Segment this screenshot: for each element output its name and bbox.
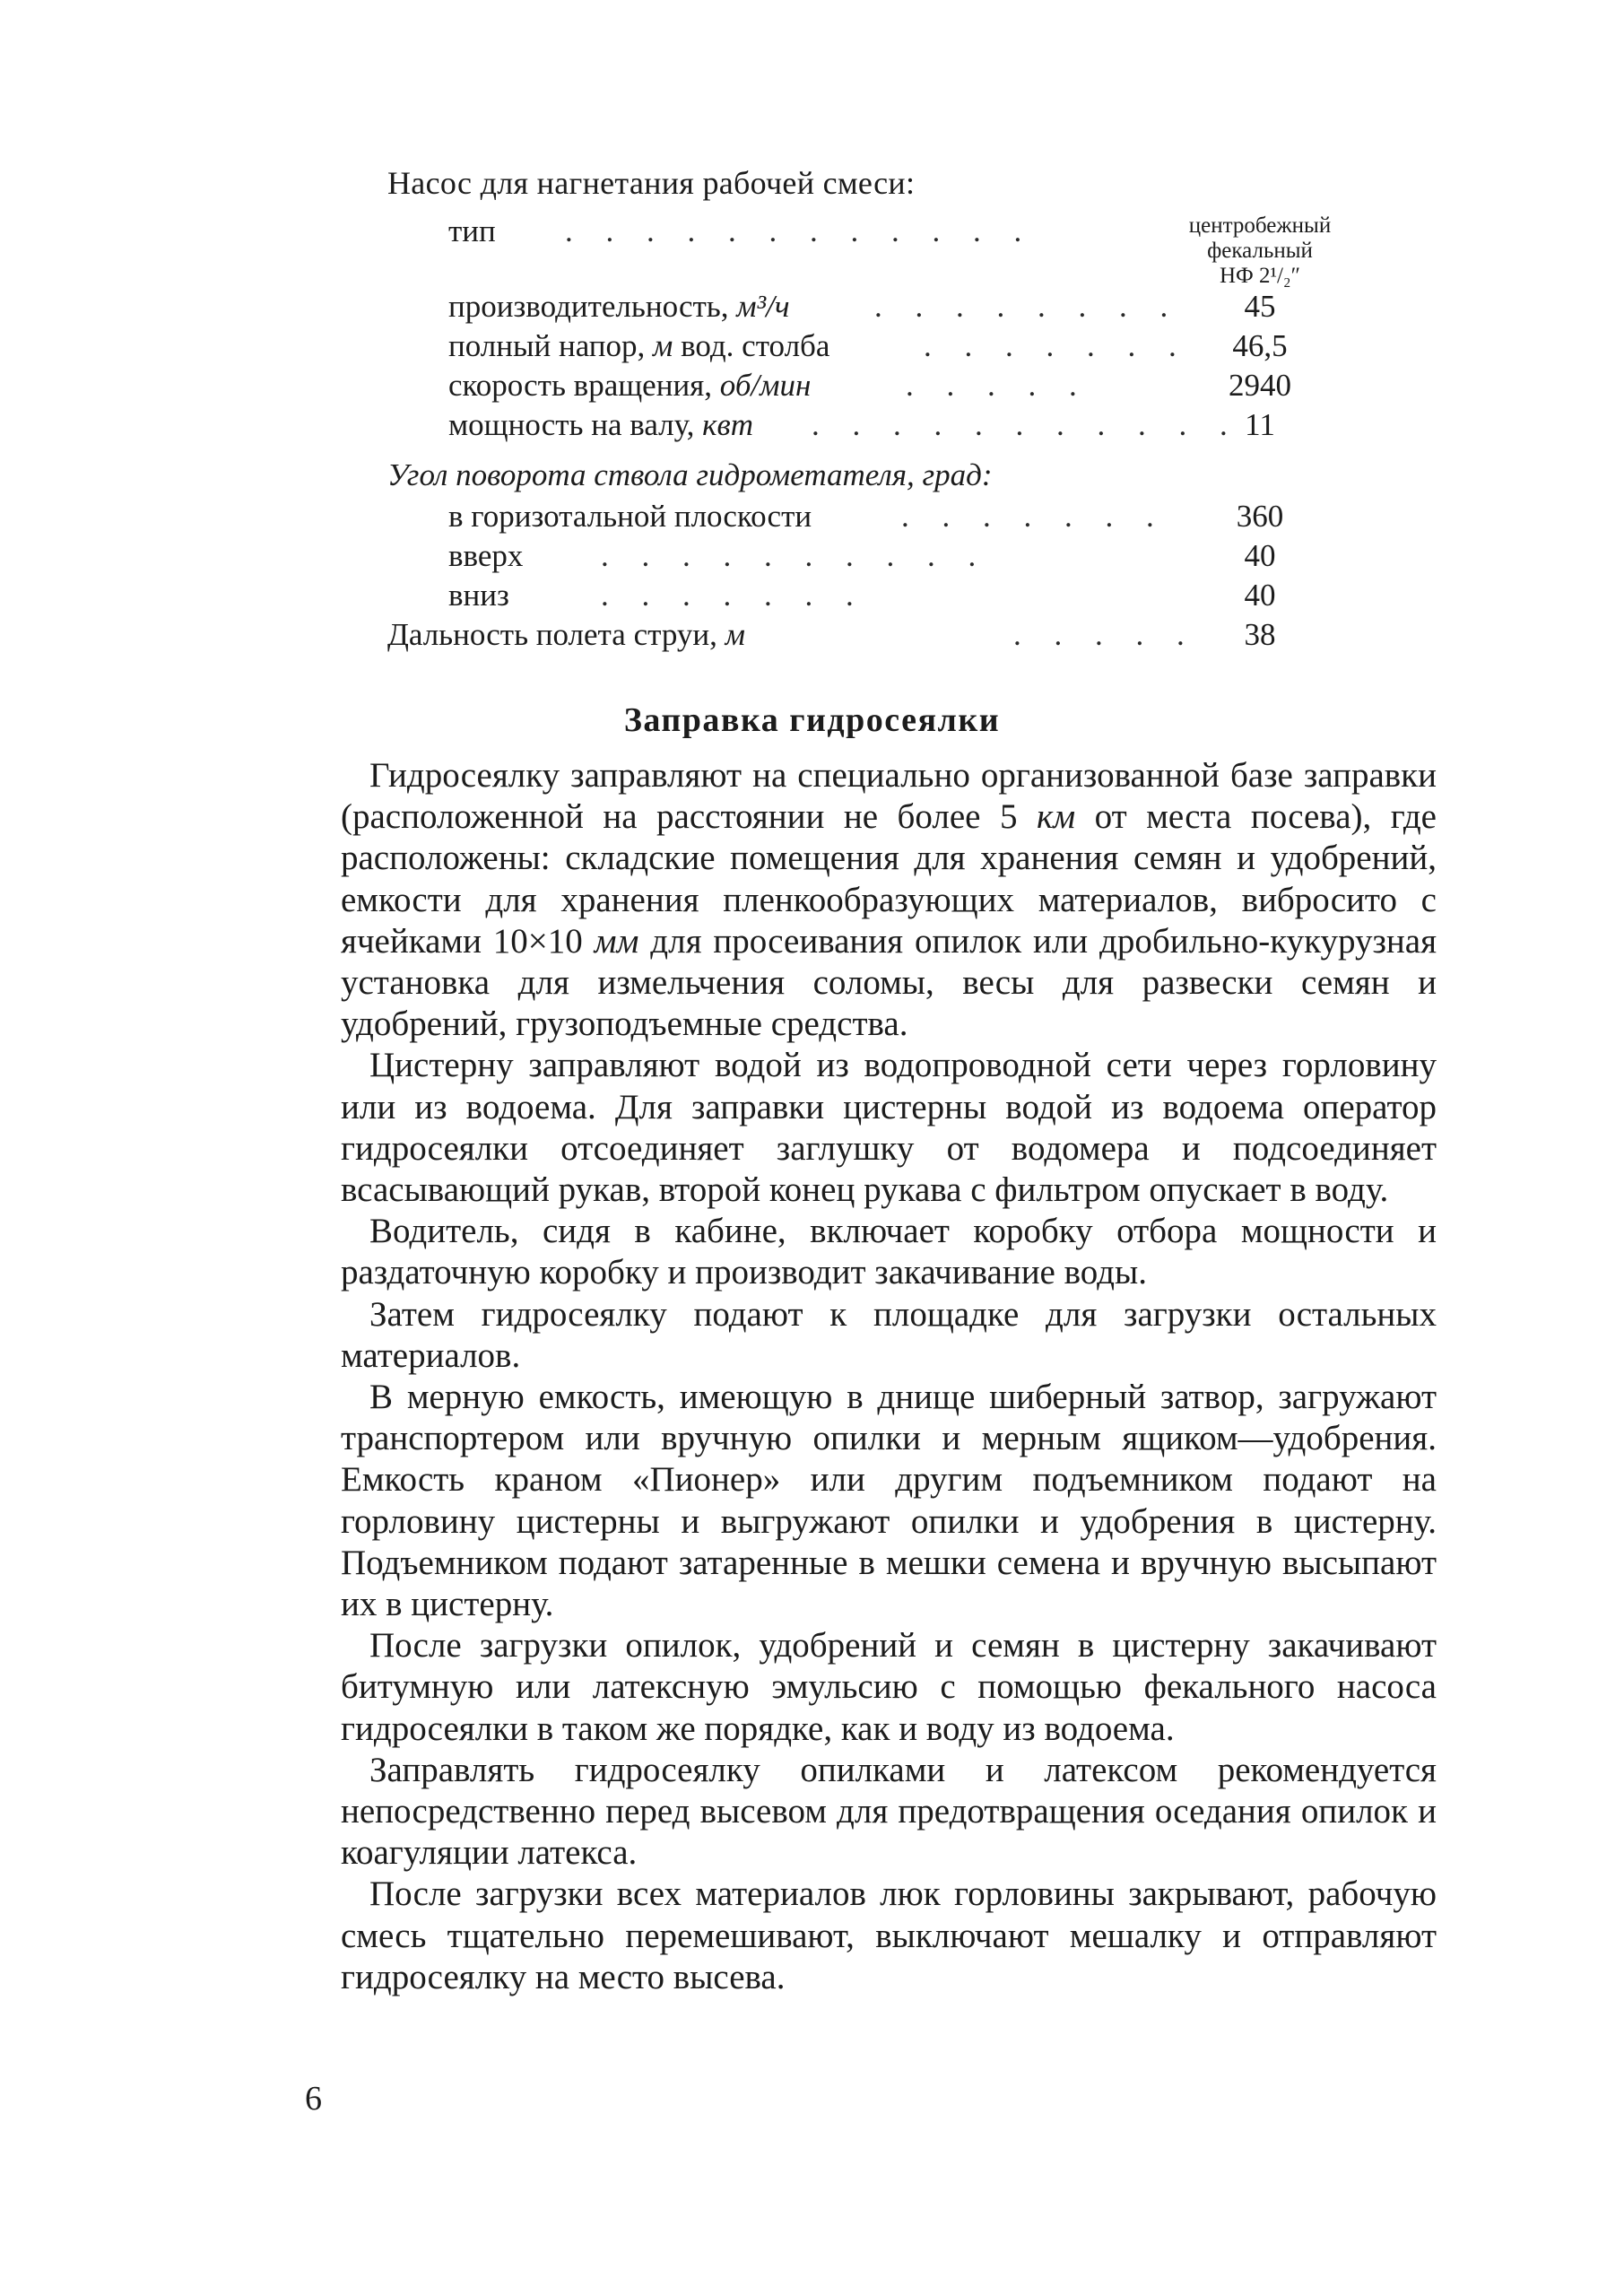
spec-row-power [0, 405, 1624, 445]
unit: об/мин [719, 368, 812, 403]
spec-row-range [0, 615, 1624, 655]
paragraph: Цистерну заправляют водой из водопроводной сети через горловину или из водоема. Для заправки цистерны водой из водоема оператор гидросеялки отсоединяет заглушку от водомера и подсоединяет всасывающий рукав, второй конец рукава с фильтром опускает в воду. [341, 1046, 1437, 1210]
spec-value: 360 [1236, 499, 1284, 534]
spec-row-horizontal [0, 497, 1624, 536]
angle-heading: Угол поворота ствола гидрометателя, град: [387, 457, 993, 492]
spec-label: вниз [448, 578, 509, 613]
unit: мм [594, 921, 639, 961]
paragraph: В мерную емкость, имеющую в днище шиберный затвор, загружают транспортером или вручную опилки и мерным ящиком—удобрения. Емкость краном «Пионер» или другим подъемником подают на горловину цистерны и выгружают опилки и удобрения в цистерну. Подъемником подают затаренные в мешки семена и вручную высыпают их в цистерну. [341, 1378, 1437, 1624]
unit: квт [702, 407, 753, 442]
spec-value: 45 [1244, 289, 1276, 324]
spec-value: 38 [1244, 617, 1276, 652]
spec-label: Дальность полета струи, м [387, 617, 745, 652]
spec-value: 46,5 [1232, 328, 1288, 363]
dot-leader: . . . . . . . . [874, 289, 1181, 324]
dot-leader: . . . . . . . [924, 328, 1189, 363]
spec-value: 2940 [1229, 368, 1291, 403]
type-value-line: фекальный [1207, 239, 1313, 263]
spec-label: скорость вращения, об/мин [448, 368, 812, 403]
section-title: Заправка гидросеялки [623, 701, 1001, 739]
paragraph: После загрузки опилок, удобрений и семян в цистерну закачивают битумную или латексную эмульсию с помощью фекального насоса гидросеялки в таком же порядке, как и воду из водоема. [341, 1626, 1437, 1748]
spec-row-speed [0, 366, 1624, 405]
spec-label: мощность на валу, квт [448, 407, 753, 442]
unit: м [725, 617, 745, 652]
paragraph: После загрузки всех материалов люк горловины закрывают, рабочую смесь тщательно перемешивают, выключают мешалку и отправляют гидросеялку на место высева. [341, 1874, 1437, 1996]
page-number: 6 [305, 2080, 322, 2118]
dot-leader: . . . . . . . [601, 578, 866, 613]
spec-row-down [0, 576, 1624, 615]
pump-type-value [1139, 213, 1381, 289]
spec-label: тип [448, 213, 496, 248]
dot-leader: . . . . . . . [901, 499, 1167, 534]
paragraph: Затем гидросеялку подают к площадке для загрузки остальных материалов. [341, 1294, 1437, 1375]
spec-label: в горизотальной плоскости [448, 499, 812, 534]
spec-value: 40 [1244, 538, 1276, 573]
spec-label: полный напор, м вод. столба [448, 328, 830, 363]
dot-leader: . . . . . . . . . . . [812, 407, 1240, 442]
paragraph: Водитель, сидя в кабине, включает коробку отбора мощности и раздаточную коробку и производит закачивание воды. [341, 1212, 1437, 1292]
type-value-line: НФ 2¹/₂″ [1219, 264, 1301, 288]
paragraph: Заправлять гидросеялку опилками и латексом рекомендуется непосредственно перед высевом для предотвращения оседания опилок и коагуляции латекса. [341, 1750, 1437, 1873]
spec-label: вверх [448, 538, 524, 573]
spec-label: производительность, м³/ч [448, 289, 790, 324]
dot-leader: . . . . . [1013, 617, 1197, 652]
spec-row-capacity [0, 287, 1624, 326]
type-value-line: центробежный [1188, 213, 1332, 238]
dot-leader: . . . . . . . . . . [601, 538, 989, 573]
unit: м³/ч [736, 289, 790, 324]
spec-row-head [0, 326, 1624, 366]
unit: км [1037, 797, 1076, 837]
spec-row-up [0, 536, 1624, 576]
dot-leader: . . . . . [906, 368, 1090, 403]
spec-value: 11 [1245, 407, 1275, 442]
spec-value: 40 [1244, 578, 1276, 613]
paragraph: Гидросеялку заправляют на специально организованной базе заправки (расположенной на расстоянии не более 5 км от места посева), где расположены: складские помещения для хранения семян и удобрений, емкости для хранения пленкообразующих материалов, вибросито с ячейками 10×10 мм для просеивания опилок или дробильно-кукурузная установка для измельчения соломы, весы для развески семян и удобрений, грузоподъемные средства. [341, 756, 1437, 1044]
body-text [341, 755, 1437, 1998]
pump-heading: Насос для нагнетания рабочей смеси: [387, 165, 916, 201]
unit: м [653, 328, 673, 363]
angle-heading-row [0, 456, 1624, 495]
dot-leader: . . . . . . . . . . . . [565, 213, 1035, 248]
